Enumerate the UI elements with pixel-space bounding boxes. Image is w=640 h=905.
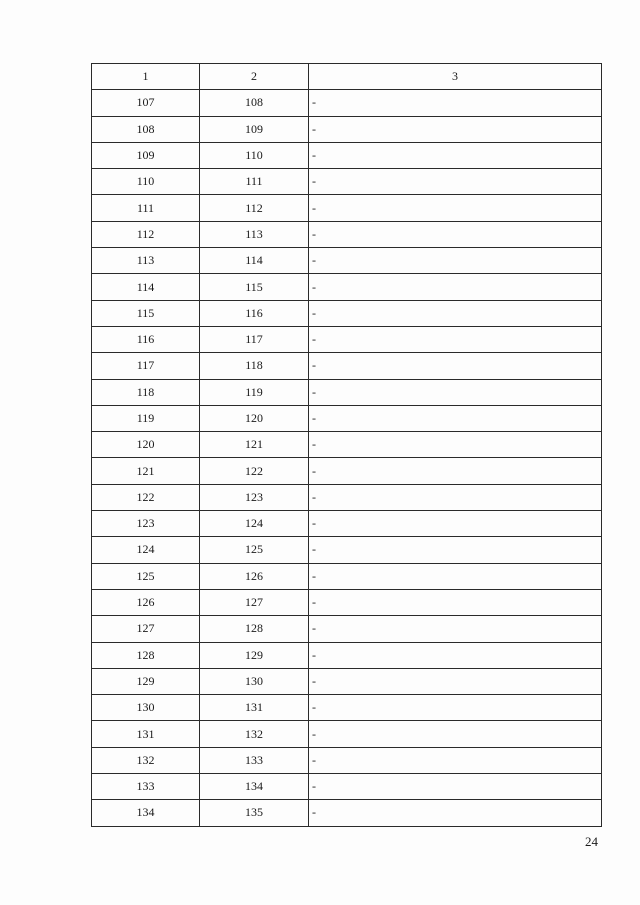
table-row [92, 642, 602, 668]
table-row [92, 695, 602, 721]
table-cell-col-2: 130 [200, 668, 309, 694]
table-row [92, 300, 602, 326]
table-row [92, 274, 602, 300]
table-cell-col-1: 124 [92, 537, 200, 563]
table-cell-col-1: 129 [92, 668, 200, 694]
table-cell-col-3: - [309, 616, 602, 642]
table-cell-col-2: 134 [200, 774, 309, 800]
table-cell-col-3: - [309, 116, 602, 142]
table-row [92, 116, 602, 142]
table-cell-col-3: - [309, 90, 602, 116]
table-header-row [92, 64, 602, 90]
table-cell-col-3: - [309, 747, 602, 773]
table-cell-col-1: 133 [92, 774, 200, 800]
table-cell-col-3: - [309, 221, 602, 247]
table-cell-col-1: 107 [92, 90, 200, 116]
table-cell-col-2: 128 [200, 616, 309, 642]
table-cell-col-2: 122 [200, 458, 309, 484]
table-cell-col-2: 135 [200, 800, 309, 826]
data-table [91, 63, 602, 827]
table-cell-col-2: 123 [200, 484, 309, 510]
table-cell-col-2: 115 [200, 274, 309, 300]
table-cell-col-2: 110 [200, 142, 309, 168]
table-row [92, 458, 602, 484]
table-cell-col-1: 126 [92, 589, 200, 615]
table-cell-col-1: 130 [92, 695, 200, 721]
table-cell-col-2: 117 [200, 326, 309, 352]
table-cell-col-2: 116 [200, 300, 309, 326]
table-row [92, 589, 602, 615]
table-row [92, 353, 602, 379]
table-row [92, 90, 602, 116]
table-cell-col-1: 120 [92, 432, 200, 458]
table-cell-col-1: 134 [92, 800, 200, 826]
column-header-2: 2 [200, 64, 309, 90]
table-cell-col-2: 112 [200, 195, 309, 221]
table-cell-col-1: 116 [92, 326, 200, 352]
table-cell-col-3: - [309, 537, 602, 563]
table-cell-col-1: 128 [92, 642, 200, 668]
table-cell-col-1: 115 [92, 300, 200, 326]
table-row [92, 537, 602, 563]
table-cell-col-3: - [309, 405, 602, 431]
table-cell-col-3: - [309, 800, 602, 826]
column-header-1: 1 [92, 64, 200, 90]
table-row [92, 432, 602, 458]
table-cell-col-3: - [309, 300, 602, 326]
table-cell-col-3: - [309, 484, 602, 510]
table-cell-col-1: 125 [92, 563, 200, 589]
table-cell-col-1: 121 [92, 458, 200, 484]
table-cell-col-3: - [309, 353, 602, 379]
table-cell-col-3: - [309, 432, 602, 458]
table-cell-col-3: - [309, 695, 602, 721]
table-cell-col-3: - [309, 248, 602, 274]
table-cell-col-1: 111 [92, 195, 200, 221]
table-cell-col-3: - [309, 668, 602, 694]
table-cell-col-1: 110 [92, 169, 200, 195]
table-cell-col-2: 129 [200, 642, 309, 668]
table-cell-col-1: 112 [92, 221, 200, 247]
table-row [92, 563, 602, 589]
table-cell-col-3: - [309, 511, 602, 537]
table-row [92, 511, 602, 537]
table-row [92, 800, 602, 826]
table-cell-col-2: 127 [200, 589, 309, 615]
table-cell-col-2: 113 [200, 221, 309, 247]
table-row [92, 484, 602, 510]
table-row [92, 774, 602, 800]
table-cell-col-1: 122 [92, 484, 200, 510]
table-cell-col-2: 109 [200, 116, 309, 142]
table-cell-col-2: 108 [200, 90, 309, 116]
table-row [92, 326, 602, 352]
table-cell-col-1: 131 [92, 721, 200, 747]
table-row [92, 195, 602, 221]
table-cell-col-2: 120 [200, 405, 309, 431]
table-row [92, 169, 602, 195]
table-cell-col-3: - [309, 169, 602, 195]
table-row [92, 747, 602, 773]
table-cell-col-3: - [309, 563, 602, 589]
table-cell-col-1: 118 [92, 379, 200, 405]
table-cell-col-1: 123 [92, 511, 200, 537]
table-cell-col-1: 108 [92, 116, 200, 142]
table-row [92, 142, 602, 168]
table-cell-col-2: 133 [200, 747, 309, 773]
table-cell-col-1: 109 [92, 142, 200, 168]
table-row [92, 616, 602, 642]
table-cell-col-3: - [309, 326, 602, 352]
table-cell-col-3: - [309, 589, 602, 615]
table-cell-col-1: 117 [92, 353, 200, 379]
table-row [92, 221, 602, 247]
table-cell-col-3: - [309, 142, 602, 168]
table-cell-col-1: 113 [92, 248, 200, 274]
table-cell-col-1: 132 [92, 747, 200, 773]
column-header-3: 3 [309, 64, 602, 90]
table-cell-col-2: 125 [200, 537, 309, 563]
table-cell-col-3: - [309, 379, 602, 405]
table-cell-col-2: 114 [200, 248, 309, 274]
table-row [92, 668, 602, 694]
table-cell-col-3: - [309, 458, 602, 484]
table-cell-col-2: 126 [200, 563, 309, 589]
table-row [92, 379, 602, 405]
table-cell-col-3: - [309, 774, 602, 800]
table-row [92, 248, 602, 274]
table-cell-col-2: 119 [200, 379, 309, 405]
table-row [92, 405, 602, 431]
table-cell-col-2: 131 [200, 695, 309, 721]
table-cell-col-2: 111 [200, 169, 309, 195]
table-cell-col-2: 124 [200, 511, 309, 537]
table-cell-col-2: 121 [200, 432, 309, 458]
table-cell-col-2: 118 [200, 353, 309, 379]
table-cell-col-3: - [309, 642, 602, 668]
table-cell-col-1: 127 [92, 616, 200, 642]
table-cell-col-3: - [309, 195, 602, 221]
table-cell-col-2: 132 [200, 721, 309, 747]
page-number: 24 [585, 834, 598, 849]
table-cell-col-3: - [309, 721, 602, 747]
table-body [92, 90, 602, 826]
table-cell-col-1: 119 [92, 405, 200, 431]
table-row [92, 721, 602, 747]
table-cell-col-3: - [309, 274, 602, 300]
table-cell-col-1: 114 [92, 274, 200, 300]
